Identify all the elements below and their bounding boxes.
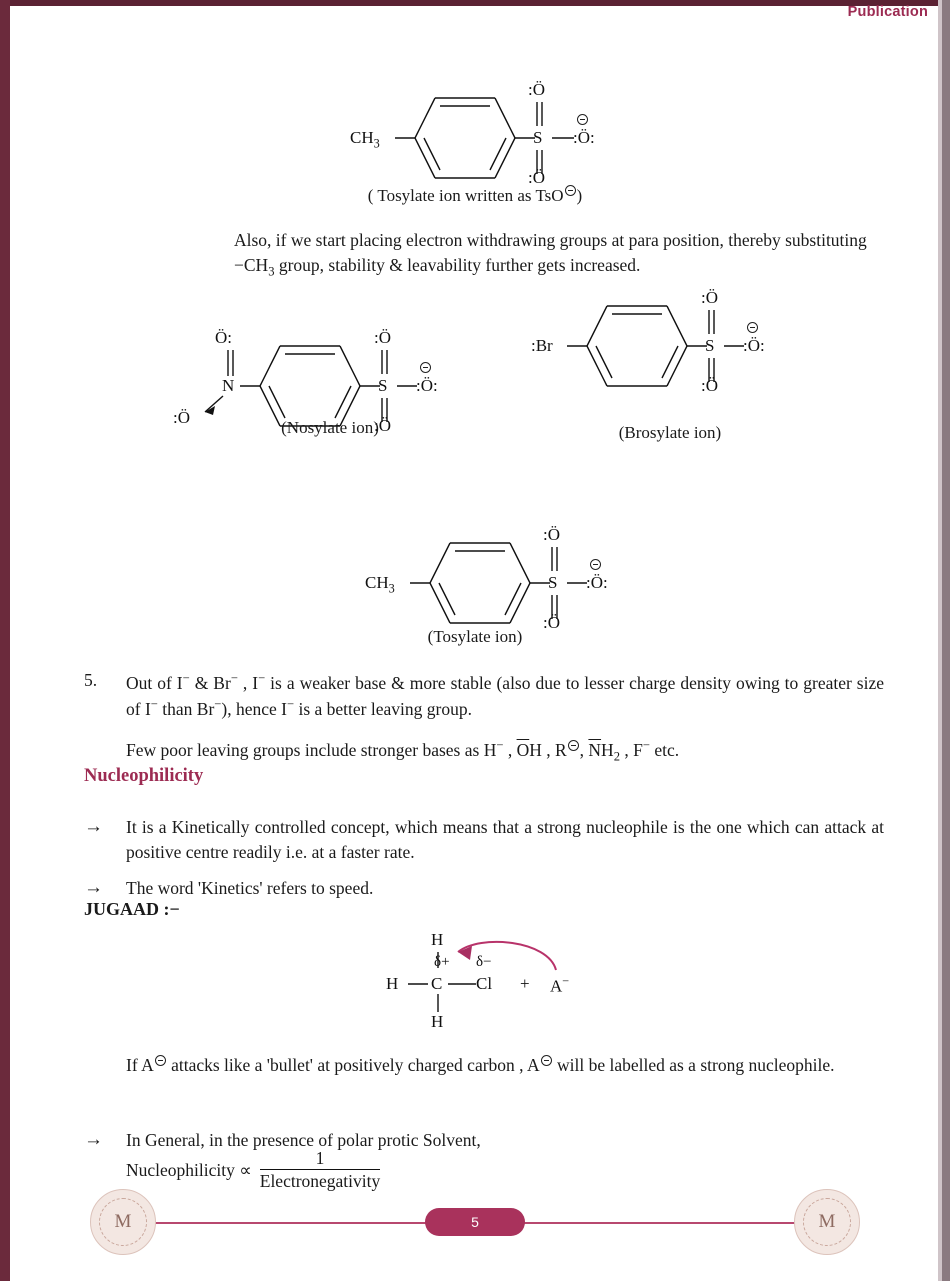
sulfur-label: S	[378, 376, 388, 395]
ch3-subscript: 3	[268, 264, 275, 279]
bullet-2-text: The word 'Kinetics' refers to speed.	[126, 878, 374, 898]
list-item-5	[18, 670, 898, 767]
nitrogen-label: N	[222, 376, 235, 395]
oxygen-bottom-label: :Ö	[374, 416, 391, 435]
jugaad-label: JUGAAD :−	[84, 899, 180, 919]
paragraph-also	[126, 228, 950, 281]
oxygen-top-label: :Ö	[701, 288, 718, 307]
nucleophile-label: A−	[550, 974, 570, 996]
nucleophilicity-proportionality	[126, 1148, 380, 1192]
negative-charge	[576, 114, 589, 135]
fraction-numerator: 1	[315, 1148, 325, 1168]
h-bottom-label: H	[431, 1012, 444, 1031]
ch3-prefix: −CH	[234, 254, 269, 275]
minus-charge-icon	[568, 740, 579, 751]
overline-n: $\overline{N}$	[588, 740, 602, 761]
c-center-label: C	[431, 974, 443, 993]
benzene-ring	[330, 40, 630, 170]
page-footer	[0, 1189, 950, 1255]
page-top-border	[0, 0, 950, 6]
oxygen-bottom-label: :Ö	[701, 376, 718, 395]
caption-text: ( Tosylate ion written as TsO	[367, 186, 564, 205]
nosylate-skeleton	[165, 288, 495, 428]
h-top-label: H	[431, 930, 444, 949]
caption-brosylate: (Brosylate ion)	[618, 423, 722, 442]
item5-number: 5.	[84, 670, 98, 690]
fraction	[260, 1148, 381, 1192]
bromine-label: :Br	[531, 336, 553, 355]
minus-charge-icon	[541, 1055, 552, 1066]
overline-oh: $\overline{O}$	[516, 740, 530, 761]
heading-nucleophilicity: Nucleophilicity	[84, 766, 204, 786]
paragraph-also-line2	[234, 253, 950, 281]
page-number-badge: 5	[425, 1208, 525, 1236]
arrow-icon: →	[84, 816, 103, 837]
ch3-suffix: group, stability & leavability further gets increased.	[274, 254, 641, 275]
h-left-label: H	[386, 974, 399, 993]
caption-tosylate-second: (Tosylate ion)	[427, 627, 523, 646]
arrow-icon: →	[84, 1129, 103, 1150]
caption-tosylate-top	[0, 185, 950, 206]
cl-right-label: Cl	[476, 974, 493, 993]
plus-sign: +	[520, 974, 530, 993]
minus-charge-icon	[155, 1055, 166, 1066]
paragraph-after-diagram-text: If A attacks like a 'bullet' at positively charged carbon , A will be labelled as a strong nucleophile.	[126, 1055, 835, 1075]
negative-charge	[746, 322, 759, 343]
sulfur-label: S	[548, 573, 558, 592]
ch3-label: $CH_3$	[350, 128, 380, 151]
negative-charge	[419, 362, 432, 383]
fraction-lhs: Nucleophilicity ∝	[126, 1159, 252, 1180]
fraction-bar	[260, 1169, 381, 1170]
sulfur-label: S	[705, 336, 715, 355]
structure-brosylate	[525, 288, 825, 418]
fraction-denominator: Electronegativity	[259, 1171, 381, 1192]
paragraph-after-diagram	[18, 1053, 898, 1078]
delta-plus-label: δ+	[434, 954, 450, 970]
oxygen-right-label: :Ö:	[416, 376, 438, 395]
item5-body: Out of I− & Br− , I− is a weaker base & more stable (also due to lesser charge density owing to greater size of I− than Br−), hence I− is a better leaving group.	[126, 671, 885, 719]
negative-charge	[589, 559, 602, 580]
nitro-oxygen-down-label: :Ö	[173, 408, 190, 427]
seal-left-monogram: M	[99, 1198, 147, 1246]
sulfur-label: S	[533, 128, 543, 147]
structure-tosylate-second	[345, 485, 645, 632]
oxygen-top-label: :Ö	[374, 328, 391, 347]
structure-jugaad	[360, 930, 620, 1040]
item5-row	[84, 670, 884, 721]
bullet-2	[84, 876, 884, 901]
electron-flow-arrow-icon	[360, 930, 620, 1040]
brosylate-skeleton	[525, 288, 825, 428]
bullet-1-text: It is a Kinetically controlled concept, which means that a strong nucleophile is the one which can attack at positive centre readily i.e. at a faster rate.	[126, 817, 884, 862]
bullet-3-text: In General, in the presence of polar protic Solvent,	[126, 1130, 481, 1150]
nitro-oxygen-up-label: Ö:	[215, 328, 232, 347]
bullet-1	[84, 815, 884, 865]
spacer	[84, 737, 126, 766]
caption-nosylate: (Nosylate ion)	[281, 418, 379, 437]
seal-left	[90, 1189, 156, 1255]
oxygen-top-label: :Ö	[543, 525, 560, 544]
publication-label: Publication	[847, 4, 928, 20]
arrow-icon: →	[84, 877, 103, 898]
oxygen-top-label: :Ö	[528, 80, 545, 99]
minus-charge-icon	[565, 185, 576, 196]
seal-right-monogram: M	[803, 1198, 851, 1246]
oxygen-right-label: :Ö:	[573, 128, 595, 147]
tosylate-skeleton	[345, 485, 645, 625]
seal-right	[794, 1189, 860, 1255]
ch3-label: $CH_3$	[365, 573, 395, 596]
poor-leaving-groups-row	[84, 737, 884, 766]
paragraph-also-line1: Also, if we start placing electron withdrawing groups at para position, thereby substituting	[234, 230, 867, 250]
caption-close: )	[576, 186, 583, 205]
oxygen-bottom-label: :Ö	[543, 613, 560, 632]
structure-tosylate-top	[330, 40, 630, 187]
delta-minus-label: δ−	[476, 954, 492, 970]
poor-leaving-groups-text: Few poor leaving groups include stronger bases as H− , $\overline{O}H$ , R , $\overline{N}H_2$ , F− etc.	[126, 738, 680, 764]
oxygen-bottom-label: :Ö	[528, 168, 545, 187]
oxygen-right-label: :Ö:	[586, 573, 608, 592]
oxygen-right-label: :Ö:	[743, 336, 765, 355]
